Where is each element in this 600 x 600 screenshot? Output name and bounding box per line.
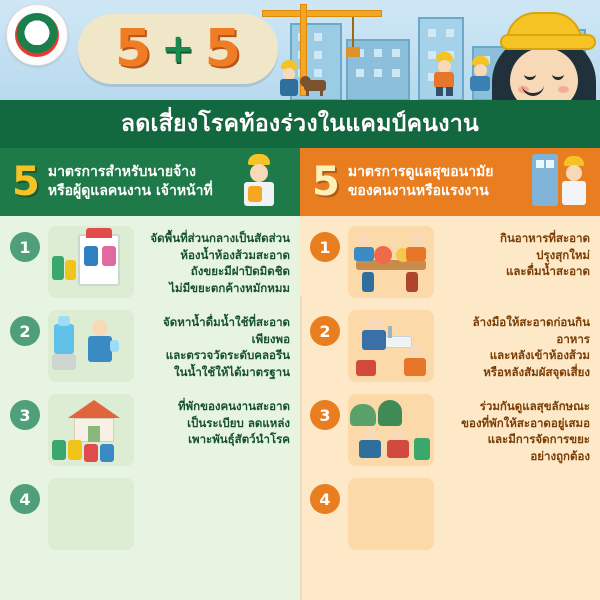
item-text: จัดพื้นที่ส่วนกลางเป็นสัดส่วน ห้องน้ำห้องส้วมสะอาด ถังขยะมีฝาปิดมิดชิด ไม่มีขยะตกค้างหมักหมม xyxy=(150,231,290,296)
partial-item-icon xyxy=(48,478,134,550)
list-item xyxy=(310,226,590,298)
header-title-band xyxy=(0,100,600,148)
item-number-badge: 1 xyxy=(10,232,40,262)
badge-right-number: 5 xyxy=(204,19,241,79)
right-column-number: 5 xyxy=(312,159,340,205)
toilet-restroom-icon xyxy=(48,226,134,298)
clean-food-table-icon xyxy=(348,226,434,298)
item-number-badge: 4 xyxy=(310,484,340,514)
content-columns xyxy=(0,148,600,600)
left-column-heading-line2: หรือผู้ดูแลคนงาน เจ้าหน้าที่ xyxy=(47,183,213,199)
item-text xyxy=(442,478,590,482)
plus-icon: + xyxy=(161,26,195,72)
left-column-items xyxy=(0,216,300,550)
list-item xyxy=(10,478,290,550)
badge-left-number: 5 xyxy=(115,19,152,79)
handwashing-icon xyxy=(348,310,434,382)
crane-cable-icon xyxy=(352,17,354,47)
construction-crane-icon xyxy=(262,10,382,17)
five-plus-five-badge xyxy=(78,14,278,84)
column-divider xyxy=(300,296,302,600)
item-text xyxy=(142,478,290,482)
supervisor-worker-icon xyxy=(232,152,292,214)
left-column-header xyxy=(0,148,300,216)
employer-measures-column xyxy=(0,148,300,600)
list-item xyxy=(10,310,290,382)
dog-icon xyxy=(300,72,330,96)
list-item xyxy=(310,478,590,550)
list-item xyxy=(310,310,590,382)
item-number-badge: 3 xyxy=(10,400,40,430)
item-text: ที่พักของคนงานสะอาด เป็นระเบียบ ลดแหล่ง เพาะพันธุ์สัตว์นำโรค xyxy=(177,399,290,447)
clean-living-area-icon xyxy=(348,394,434,466)
right-column-items xyxy=(300,216,600,550)
item-text: กินอาหารที่สะอาด ปรุงสุกใหม่ และดื่มน้ำสะอาด xyxy=(499,231,590,279)
hard-hat-icon xyxy=(506,12,582,46)
item-number-badge: 1 xyxy=(310,232,340,262)
item-text: ร่วมกันดูแลสุขลักษณะ ของที่พักให้สะอาดอยู่เสมอ และมีการจัดการขยะ อย่างถูกต้อง xyxy=(461,399,590,464)
header-banner xyxy=(0,0,600,148)
right-column-heading-line2: ของคนงานหรือแรงงาน xyxy=(347,183,489,199)
logo-emblem-icon xyxy=(15,13,59,57)
left-column-number: 5 xyxy=(12,159,40,205)
left-column-heading-line1: มาตรการสำหรับนายจ้าง xyxy=(47,164,196,181)
worker-icon xyxy=(430,52,458,96)
item-number-badge: 3 xyxy=(310,400,340,430)
list-item xyxy=(10,394,290,466)
page-title: ลดเสี่ยงโรคท้องร่วงในแคมป์คนงาน xyxy=(120,111,480,137)
item-number-badge: 4 xyxy=(10,484,40,514)
item-text: จัดหาน้ำดื่มน้ำใช้ที่สะอาดเพียงพอ และตรวจวัดระดับคลอรีน ในน้ำใช้ให้ได้มาตรฐาน xyxy=(163,315,290,380)
item-text: ล้างมือให้สะอาดก่อนกินอาหาร และหลังเข้าห้องส้วม หรือหลังสัมผัสจุดเสี่ยง xyxy=(472,315,590,380)
worker-hygiene-column xyxy=(300,148,600,600)
ministry-of-public-health-logo xyxy=(6,4,68,66)
worker-icon xyxy=(276,60,302,96)
item-number-badge: 2 xyxy=(310,316,340,346)
right-column-header xyxy=(300,148,600,216)
crane-hook-icon xyxy=(346,47,360,57)
list-item xyxy=(10,226,290,298)
partial-item-icon xyxy=(348,478,434,550)
item-number-badge: 2 xyxy=(10,316,40,346)
worker-with-locker-icon xyxy=(532,152,592,214)
list-item xyxy=(310,394,590,466)
drinking-water-icon xyxy=(48,310,134,382)
housing-waste-sorting-icon xyxy=(48,394,134,466)
right-column-heading-line1: มาตรการดูแลสุขอนามัย xyxy=(347,164,494,181)
